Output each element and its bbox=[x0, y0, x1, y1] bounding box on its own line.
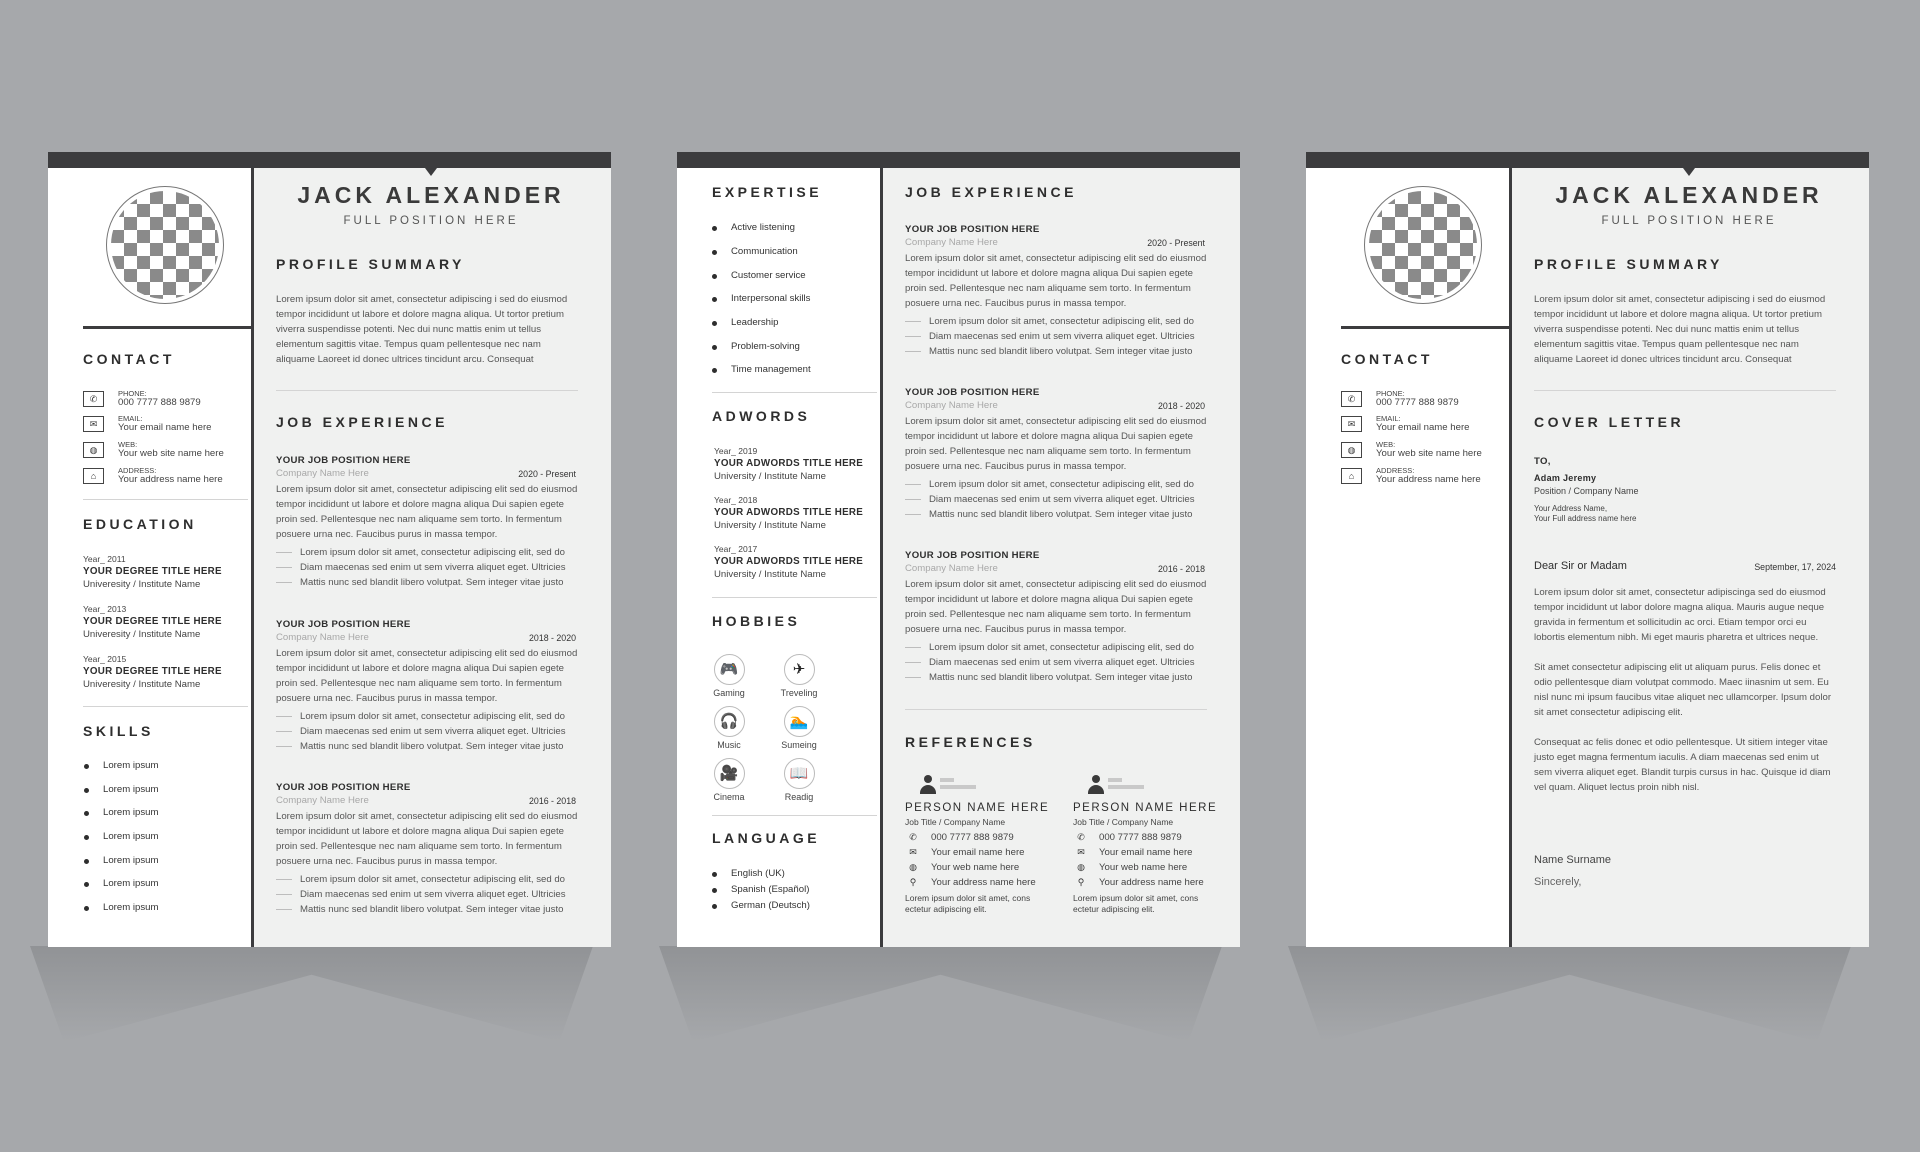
resume-page-1: CONTACT ✆ PHONE: 000 7777 888 9879 ✉ EMAIL: Your email name here ◍ WEB: Your web site name here ⌂ ADDRESS: Your address name here EDUCATION Year_ 2011 YOUR DEGREE TITLE HERE Univeresity / Institute Name Year_ 2013 YOUR DEGREE TITLE HERE Univeresity / Institute Name Year_ 2015 YOUR DEGREE TITLE HERE Univeresity / Institute Name SKILLS Lorem ipsum Lorem ipsum Lorem ipsum Lorem ipsum Lorem ipsum Lorem ipsum Lorem ipsum JACK ALEXANDER FULL POSITION HERE PROFILE SUMMARY Lorem ipsum dolor sit amet, consectetur adipiscing i sed do eiusmod tempor incididunt ut labore et dolore magna aliqua. Ut tortor pretium viverra suspendisse potenti. Nec dui nunc mattis enim ut tellus elementum sagittis vitae. Tempus quam pellentesque nec nam aliquame Laoreet id donec ultrices tincidunt arcu. Consequat JOB EXPERIENCE YOUR JOB POSITION HERE Company Name Here 2020 - Present Lorem ipsum dolor sit amet, consectetur adipiscing elit sed do eiusmod tempor incididunt ut labore et dolore magna aliqua Dui sapien egete proin sed. Pellentesque nec nam aliquame sem torto. In fermentum posuere urna nec. Faucibus purus in massa tempor. Lorem ipsum dolor sit amet, consectetur adipiscing elit, sed do Diam maecenas sed enim ut sem viverra aliquet eget. Ultricies Mattis nunc sed blandit libero volutpat. Sem integer vitae justo YOUR JOB POSITION HERE Company Name Here 2018 - 2020 Lorem ipsum dolor sit amet, consectetur adipiscing elit sed do eiusmod tempor incididunt ut labore et dolore magna aliqua Dui sapien egete proin sed. Pellentesque nec nam aliquame sem torto. In fermentum posuere urna nec. Faucibus purus in massa tempor. Lorem ipsum dolor sit amet, consectetur adipiscing elit, sed do Diam maecenas sed enim ut sem viverra aliquet eget. Ultricies Mattis nunc sed blandit libero volutpat. Sem integer vitae justo YOUR JOB POSITION HERE Company Name Here 2016 - 2018 Lorem ipsum dolor sit amet, consectetur adipiscing elit sed do eiusmod tempor incididunt ut labore et dolore magna aliqua Dui sapien egete proin sed. Pellentesque nec nam aliquame sem torto. In fermentum posuere urna nec. Faucibus purus in massa tempor. Lorem ipsum dolor sit amet, consectetur adipiscing elit, sed do Diam maecenas sed enim ut sem viverra aliquet eget. Ultricies Mattis nunc sed blandit libero volutpat. Sem integer vitae justo bbox=[48, 152, 611, 947]
top-bar bbox=[1306, 152, 1869, 168]
letter-paragraph: Lorem ipsum dolor sit amet, consectetur adipiscinga sed do eiusmod tempor incididunt ut labor dolore magna aliqua. Mauris augue neque gravida in fermentum et sollicitudin ac orci. Etiam tempor orci eu lobortis elementum nibh. Mi eget mauris pharetra et ultrices neque. bbox=[1534, 587, 1826, 643]
email-icon: ✉ bbox=[1341, 416, 1362, 432]
job-title: YOUR JOB POSITION HERE bbox=[276, 619, 411, 630]
language-item: English (UK) bbox=[731, 868, 785, 879]
job-date: 2016 - 2018 bbox=[1158, 564, 1205, 574]
skill-item: Lorem ipsum bbox=[103, 831, 159, 842]
right-column bbox=[1509, 168, 1869, 947]
signature-name: Name Surname bbox=[1534, 854, 1612, 866]
job-heading: JOB EXPERIENCE bbox=[276, 414, 448, 430]
divider bbox=[712, 597, 877, 598]
job-title: YOUR JOB POSITION HERE bbox=[905, 224, 1040, 235]
job-date: 2016 - 2018 bbox=[529, 796, 576, 806]
job-heading: JOB EXPERIENCE bbox=[905, 184, 1077, 200]
contact-heading: CONTACT bbox=[83, 351, 175, 367]
reference-job: Job Title / Company Name bbox=[1073, 817, 1174, 827]
adwords-title: YOUR ADWORDS TITLE HERE bbox=[714, 507, 864, 518]
skill-item: Lorem ipsum bbox=[103, 807, 159, 818]
skills-heading: SKILLS bbox=[83, 723, 154, 739]
expertise-item: Interpersonal skills bbox=[731, 293, 811, 304]
adwords-year: Year_ 2017 bbox=[714, 544, 758, 554]
profile-text: Lorem ipsum dolor sit amet, consectetur adipiscing i sed do eiusmod tempor incididunt ut labore et dolore magna aliqua. Ut tortor pretium viverra suspendisse potenti. Nec dui nunc mattis enim ut tellus elementum sagittis vitae. Tempus quam pellentesque nec nam aliquame Laoreet id donec ultrices tincidunt arcu. Consequat bbox=[276, 294, 568, 365]
company-name: Company Name Here bbox=[276, 632, 369, 643]
reference-address: Your address name here bbox=[1099, 877, 1204, 888]
divider bbox=[83, 706, 248, 707]
divider bbox=[1341, 326, 1511, 329]
edu-year: Year_ 2011 bbox=[83, 554, 126, 564]
reference-web: Your web name here bbox=[931, 862, 1020, 873]
edu-year: Year_ 2013 bbox=[83, 604, 127, 614]
hobby-music: 🎧 Music bbox=[699, 706, 759, 750]
expertise-heading: EXPERTISE bbox=[712, 184, 823, 200]
header-notch bbox=[1683, 168, 1695, 176]
home-icon: ⌂ bbox=[83, 468, 104, 484]
profile-photo-placeholder[interactable] bbox=[1364, 186, 1482, 304]
hobby-gaming: 🎮 Gaming bbox=[699, 654, 759, 698]
header-notch bbox=[425, 168, 437, 176]
divider bbox=[1534, 390, 1836, 391]
resume-position: FULL POSITION HERE bbox=[1601, 215, 1777, 227]
placeholder-lines bbox=[1108, 778, 1144, 796]
email-icon: ✉ bbox=[909, 847, 917, 857]
job-title: YOUR JOB POSITION HERE bbox=[905, 387, 1040, 398]
cover-letter-heading: COVER LETTER bbox=[1534, 414, 1685, 430]
job-date: 2018 - 2020 bbox=[1158, 401, 1205, 411]
resume-page-2 bbox=[677, 152, 1240, 947]
skill-item: Lorem ipsum bbox=[103, 878, 159, 889]
page-shadow bbox=[30, 946, 593, 1042]
job-description: Lorem ipsum dolor sit amet, consectetur adipiscing elit sed do eiusmod tempor incididunt ut labore et dolore magna aliqua Dui sapien egete proin sed. Pellentesque nec nam aliquame sem torto. In fermentum posuere urna nec. Faucibus purus in massa tempor. bbox=[276, 484, 578, 540]
language-item: German (Deutsch) bbox=[731, 900, 810, 911]
adwords-institute: University / Institute Name bbox=[714, 520, 826, 531]
adwords-institute: University / Institute Name bbox=[714, 471, 826, 482]
reference-phone: 000 7777 888 9879 bbox=[1099, 832, 1182, 843]
camera-icon: 🎥 bbox=[714, 758, 745, 789]
company-name: Company Name Here bbox=[905, 400, 998, 411]
skill-item: Lorem ipsum bbox=[103, 902, 159, 913]
job-description: Lorem ipsum dolor sit amet, consectetur adipiscing elit sed do eiusmod tempor incididunt ut labore et dolore magna aliqua Dui sapien egete proin sed. Pellentesque nec nam aliquame sem torto. In fermentum posuere urna nec. Faucibus purus in massa tempor. bbox=[905, 579, 1207, 635]
job-description: Lorem ipsum dolor sit amet, consectetur adipiscing elit sed do eiusmod tempor incididunt ut labore et dolore magna aliqua Dui sapien egete proin sed. Pellentesque nec nam aliquame sem torto. In fermentum posuere urna nec. Faucibus purus in massa tempor. bbox=[905, 253, 1207, 309]
location-icon: ⚲ bbox=[1077, 877, 1085, 887]
job-description: Lorem ipsum dolor sit amet, consectetur adipiscing elit sed do eiusmod tempor incididunt ut labore et dolore magna aliqua Dui sapien egete proin sed. Pellentesque nec nam aliquame sem torto. In fermentum posuere urna nec. Faucibus purus in massa tempor. bbox=[276, 811, 578, 867]
email-icon: ✉ bbox=[1077, 847, 1085, 857]
divider bbox=[83, 499, 248, 500]
cover-letter-page: CONTACT ✆ PHONE: 000 7777 888 9879 ✉ EMAIL: Your email name here ◍ WEB: Your web site name here ⌂ ADDRESS: Your address name here JACK ALEXANDER FULL POSITION HERE PROFILE SUMMARY Lorem ipsum dolor sit amet, consectetur adipiscing i sed do eiusmod tempor incididunt ut labore et dolore magna aliqua. Ut tortor pretium viverra suspendisse potenti. Nec dui nunc mattis enim ut tellus elementum sagittis vitae. Tempus quam pellentesque nec nam aliquame Laoreet id donec ultrices tincidunt arcu. Consequat COVER LETTER TO, Adam Jeremy Position / Company Name Your Address Name, Your Full address name here Dear Sir or Madam September, 17, 2024 Lorem ipsum dolor sit amet, consectetur adipiscinga sed do eiusmod tempor incididunt ut labor dolore magna aliqua. Mauris augue neque gravida in fermentum et sollicitudin ac orci. Etiam tempor orci eu lobortis elementum nibh. Mi eget mauris pharetra et ultrices neque. Sit amet consectetur adipiscing elit ut aliquam purus. Felis donec et odio pellentesque diam volutpat commodo. Maec iinasnim ut sem. Eu nisl nunc mi ipsum faucibus vitae aliquet nec ullamcorper. Ipsum dolor sit amet consectetur adipiscing elit. Consequat ac felis donec et odio pellentesque. Ut sitiem integer vitae justo eget magna fermentum iaculis. A diam maecenas sed enim ut sem viverra aliquet eget. Blandit turpis cursus in hac. Quisque id diam vel quam. Aliquet lectus proin nibh nisl. Name Surname Sincerely, bbox=[1306, 152, 1869, 947]
job-title: YOUR JOB POSITION HERE bbox=[276, 455, 411, 466]
reference-name: PERSON NAME HERE bbox=[1073, 802, 1218, 814]
to-label: TO, bbox=[1534, 456, 1551, 467]
expertise-item: Time management bbox=[731, 364, 811, 375]
placeholder-lines bbox=[940, 778, 976, 796]
divider bbox=[712, 392, 877, 393]
page-shadow bbox=[659, 946, 1222, 1042]
email-icon: ✉ bbox=[83, 416, 104, 432]
expertise-item: Communication bbox=[731, 246, 798, 257]
skill-item: Lorem ipsum bbox=[103, 760, 159, 771]
recipient-address-full: Your Full address name here bbox=[1534, 514, 1637, 523]
profile-text: Lorem ipsum dolor sit amet, consectetur adipiscing i sed do eiusmod tempor incididunt ut labore et dolore magna aliqua. Ut tortor pretium viverra suspendisse potenti. Nec dui nunc mattis enim ut tellus elementum sagittis vitae. Tempus quam pellentesque nec nam aliquame Laoreet id donec ultrices tincidunt arcu. Consequat bbox=[1534, 294, 1826, 365]
reference-email: Your email name here bbox=[1099, 847, 1193, 858]
adwords-title: YOUR ADWORDS TITLE HERE bbox=[714, 556, 864, 567]
letter-paragraph: Consequat ac felis donec et odio pellentesque. Ut sitiem integer vitae justo eget magna fermentum iaculis. A diam maecenas sed enim ut sem viverra aliquet eget. Blandit turpis cursus in hac. Quisque id diam vel quam. Aliquet lectus proin nibh nisl. bbox=[1534, 737, 1831, 793]
contact-heading: CONTACT bbox=[1341, 351, 1433, 367]
edu-degree: YOUR DEGREE TITLE HERE bbox=[83, 616, 222, 627]
company-name: Company Name Here bbox=[905, 237, 998, 248]
divider bbox=[83, 326, 253, 329]
profile-heading: PROFILE SUMMARY bbox=[1534, 256, 1723, 272]
recipient-position: Position / Company Name bbox=[1534, 486, 1639, 496]
hobby-reading: 📖 Readig bbox=[769, 758, 829, 802]
book-icon: 📖 bbox=[784, 758, 815, 789]
resume-position: FULL POSITION HERE bbox=[343, 215, 519, 227]
salutation: Dear Sir or Madam bbox=[1534, 560, 1627, 572]
expertise-item: Active listening bbox=[731, 222, 795, 233]
adwords-year: Year_ 2018 bbox=[714, 495, 758, 505]
phone-icon: ✆ bbox=[1077, 832, 1085, 842]
adwords-heading: ADWORDS bbox=[712, 408, 811, 424]
swimming-icon: 🏊 bbox=[784, 706, 815, 737]
phone-icon: ✆ bbox=[1341, 391, 1362, 407]
recipient-name: Adam Jeremy bbox=[1534, 473, 1597, 483]
headphones-icon: 🎧 bbox=[714, 706, 745, 737]
edu-institute: Univeresity / Institute Name bbox=[83, 679, 201, 690]
job-bullets: Lorem ipsum dolor sit amet, consectetur adipiscing elit, sed do Diam maecenas sed enim ut sem viverra aliquet eget. Ultricies Mattis nunc sed blandit libero volutpat. Sem integer vitae justo bbox=[929, 316, 1195, 357]
company-name: Company Name Here bbox=[276, 468, 369, 479]
location-icon: ⚲ bbox=[909, 877, 917, 887]
hobby-cinema: 🎥 Cinema bbox=[699, 758, 759, 802]
job-bullets: Lorem ipsum dolor sit amet, consectetur adipiscing elit, sed do Diam maecenas sed enim ut sem viverra aliquet eget. Ultricies Mattis nunc sed blandit libero volutpat. Sem integer vitae justo bbox=[300, 711, 566, 752]
reference-phone: 000 7777 888 9879 bbox=[931, 832, 1014, 843]
gamepad-icon: 🎮 bbox=[714, 654, 745, 685]
education-heading: EDUCATION bbox=[83, 516, 197, 532]
edu-degree: YOUR DEGREE TITLE HERE bbox=[83, 566, 222, 577]
reference-note: Lorem ipsum dolor sit amet, cons ectetur adipiscing elit. bbox=[905, 893, 1031, 914]
edu-institute: Univeresity / Institute Name bbox=[83, 629, 201, 640]
job-description: Lorem ipsum dolor sit amet, consectetur adipiscing elit sed do eiusmod tempor incididunt ut labore et dolore magna aliqua Dui sapien egete proin sed. Pellentesque nec nam aliquame sem torto. In fermentum posuere urna nec. Faucibus purus in massa tempor. bbox=[905, 416, 1207, 472]
job-bullets: Lorem ipsum dolor sit amet, consectetur adipiscing elit, sed do Diam maecenas sed enim ut sem viverra aliquet eget. Ultricies Mattis nunc sed blandit libero volutpat. Sem integer vitae justo bbox=[929, 479, 1195, 520]
reference-note: Lorem ipsum dolor sit amet, cons ectetur adipiscing elit. bbox=[1073, 893, 1199, 914]
resume-name: JACK ALEXANDER bbox=[1555, 182, 1823, 208]
top-bar bbox=[48, 152, 611, 168]
job-date: 2020 - Present bbox=[518, 469, 576, 479]
letter-paragraph: Sit amet consectetur adipiscing elit ut aliquam purus. Felis donec et odio pellentesque diam volutpat commodo. Maec iinasnim ut sem. Eu nisl nunc mi ipsum faucibus vitae aliquet nec ullamcorper. Ipsum dolor sit amet consectetur adipiscing elit. bbox=[1534, 662, 1832, 718]
edu-year: Year_ 2015 bbox=[83, 654, 127, 664]
person-icon bbox=[1088, 775, 1104, 795]
job-description: Lorem ipsum dolor sit amet, consectetur adipiscing elit sed do eiusmod tempor incididunt ut labore et dolore magna aliqua Dui sapien egete proin sed. Pellentesque nec nam aliquame sem torto. In fermentum posuere urna nec. Faucibus purus in massa tempor. bbox=[276, 648, 578, 704]
job-title: YOUR JOB POSITION HERE bbox=[905, 550, 1040, 561]
top-bar bbox=[677, 152, 1240, 168]
web-icon: ◍ bbox=[83, 442, 104, 458]
divider bbox=[276, 390, 578, 391]
page-shadow bbox=[1288, 946, 1851, 1042]
airplane-icon: ✈ bbox=[784, 654, 815, 685]
divider bbox=[712, 815, 877, 816]
reference-web: Your web name here bbox=[1099, 862, 1188, 873]
hobby-swimming: 🏊 Sumeing bbox=[769, 706, 829, 750]
web-icon: ◍ bbox=[1341, 442, 1362, 458]
letter-date: September, 17, 2024 bbox=[1754, 562, 1836, 572]
reference-name: PERSON NAME HERE bbox=[905, 802, 1050, 814]
person-icon bbox=[920, 775, 936, 795]
edu-institute: Univeresity / Institute Name bbox=[83, 579, 201, 590]
home-icon: ⌂ bbox=[1341, 468, 1362, 484]
phone-icon: ✆ bbox=[909, 832, 917, 842]
resume-name: JACK ALEXANDER bbox=[297, 182, 565, 208]
expertise-item: Customer service bbox=[731, 270, 806, 281]
skill-item: Lorem ipsum bbox=[103, 855, 159, 866]
job-title: YOUR JOB POSITION HERE bbox=[276, 782, 411, 793]
skill-item: Lorem ipsum bbox=[103, 784, 159, 795]
profile-photo-placeholder[interactable] bbox=[106, 186, 224, 304]
expertise-item: Leadership bbox=[731, 317, 779, 328]
job-bullets: Lorem ipsum dolor sit amet, consectetur adipiscing elit, sed do Diam maecenas sed enim ut sem viverra aliquet eget. Ultricies Mattis nunc sed blandit libero volutpat. Sem integer vitae justo bbox=[929, 642, 1195, 683]
closing: Sincerely, bbox=[1534, 876, 1582, 888]
reference-address: Your address name here bbox=[931, 877, 1036, 888]
reference-job: Job Title / Company Name bbox=[905, 817, 1006, 827]
divider bbox=[905, 709, 1207, 710]
edu-degree: YOUR DEGREE TITLE HERE bbox=[83, 666, 222, 677]
web-icon: ◍ bbox=[909, 862, 917, 872]
job-bullets: Lorem ipsum dolor sit amet, consectetur adipiscing elit, sed do Diam maecenas sed enim ut sem viverra aliquet eget. Ultricies Mattis nunc sed blandit libero volutpat. Sem integer vitae justo bbox=[300, 547, 566, 588]
job-date: 2020 - Present bbox=[1147, 238, 1205, 248]
adwords-title: YOUR ADWORDS TITLE HERE bbox=[714, 458, 864, 469]
adwords-year: Year_ 2019 bbox=[714, 446, 758, 456]
job-date: 2018 - 2020 bbox=[529, 633, 576, 643]
expertise-item: Problem-solving bbox=[731, 341, 800, 352]
phone-icon: ✆ bbox=[83, 391, 104, 407]
language-item: Spanish (Español) bbox=[731, 884, 810, 895]
job-bullets: Lorem ipsum dolor sit amet, consectetur adipiscing elit, sed do Diam maecenas sed enim ut sem viverra aliquet eget. Ultricies Mattis nunc sed blandit libero volutpat. Sem integer vitae justo bbox=[300, 874, 566, 915]
recipient-address: Your Address Name, bbox=[1534, 504, 1608, 513]
hobbies-heading: HOBBIES bbox=[712, 613, 801, 629]
adwords-institute: University / Institute Name bbox=[714, 569, 826, 580]
company-name: Company Name Here bbox=[905, 563, 998, 574]
hobby-traveling: ✈ Treveling bbox=[769, 654, 829, 698]
web-icon: ◍ bbox=[1077, 862, 1085, 872]
reference-email: Your email name here bbox=[931, 847, 1025, 858]
company-name: Company Name Here bbox=[276, 795, 369, 806]
profile-heading: PROFILE SUMMARY bbox=[276, 256, 465, 272]
references-heading: REFERENCES bbox=[905, 734, 1036, 750]
language-heading: LANGUAGE bbox=[712, 830, 821, 846]
